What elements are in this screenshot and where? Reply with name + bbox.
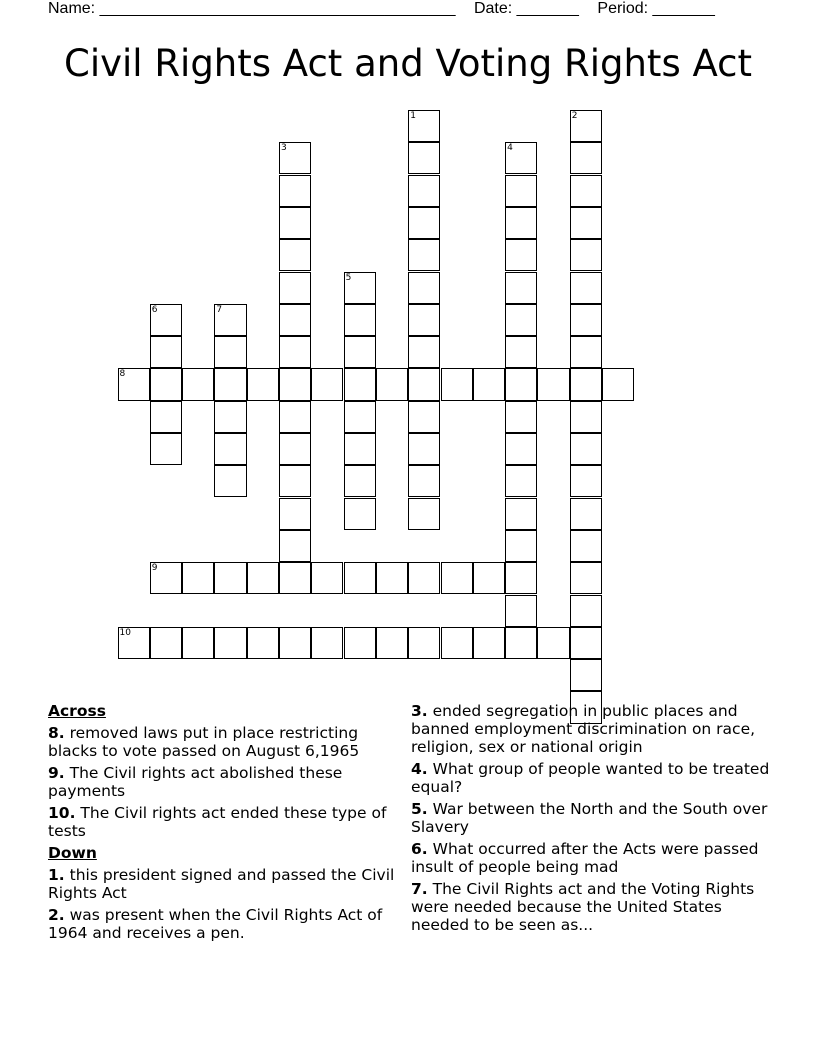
crossword-cell[interactable] (408, 498, 440, 530)
clue-down-5 (411, 800, 781, 836)
crossword-cell[interactable] (279, 175, 311, 207)
clue-text: this president signed and passed the Civil Rights Act (48, 866, 395, 902)
crossword-cell[interactable] (344, 368, 376, 400)
clue-number-label: 4 (507, 143, 513, 154)
clue-number: 2. (48, 906, 65, 924)
crossword-cell[interactable] (408, 433, 440, 465)
crossword-cell[interactable] (505, 465, 537, 497)
clue-number: 3. (411, 702, 428, 720)
crossword-cell[interactable] (570, 239, 602, 271)
clue-number: 5. (411, 800, 428, 818)
clue-number-label: 1 (410, 111, 416, 121)
crossword-cell[interactable] (505, 433, 537, 465)
crossword-cell[interactable] (505, 562, 537, 594)
crossword-cell[interactable] (344, 627, 376, 659)
crossword-cell[interactable] (537, 368, 569, 400)
clue-text: War between the North and the South over Slavery (411, 800, 768, 836)
crossword-cell[interactable] (376, 368, 408, 400)
clue-number: 8. (48, 724, 65, 742)
crossword-cell[interactable] (570, 433, 602, 465)
clue-text: The Civil rights act ended these type of tests (48, 804, 387, 840)
crossword-cell[interactable] (570, 142, 602, 174)
crossword-cell[interactable] (441, 562, 473, 594)
crossword-cell[interactable] (505, 368, 537, 400)
crossword-cell[interactable] (602, 368, 634, 400)
clue-number-label: 5 (345, 272, 352, 283)
crossword-cell[interactable] (150, 433, 182, 465)
clue-down-1 (48, 866, 398, 902)
crossword-cell[interactable] (505, 336, 537, 368)
crossword-cell[interactable] (570, 627, 602, 659)
crossword-cell[interactable] (279, 336, 311, 368)
clue-number: 9. (48, 764, 65, 782)
crossword-cell[interactable] (311, 562, 343, 594)
crossword-cell[interactable] (247, 368, 279, 400)
crossword-cell[interactable] (279, 433, 311, 465)
crossword-cell[interactable] (441, 368, 473, 400)
crossword-cell[interactable] (214, 562, 246, 594)
clue-text: What occurred after the Acts were passed insult of people being mad (411, 840, 759, 876)
period-field-label[interactable]: Period: _______ (597, 0, 715, 17)
crossword-cell[interactable] (182, 627, 214, 659)
crossword-cell[interactable] (344, 304, 376, 336)
clue-down-4 (411, 760, 781, 796)
clue-number-label: 8 (119, 369, 126, 380)
crossword-cell[interactable] (279, 498, 311, 530)
crossword-cell[interactable] (408, 562, 440, 594)
crossword-cell[interactable] (570, 401, 602, 433)
crossword-cell[interactable] (150, 401, 182, 433)
clue-text: was present when the Civil Rights Act of 1964 and receives a pen. (48, 906, 383, 942)
crossword-cell[interactable] (473, 368, 505, 400)
crossword-cell[interactable] (537, 627, 569, 659)
crossword-cell[interactable] (570, 465, 602, 497)
clue-number: 7. (411, 880, 428, 898)
clue-across-8 (48, 724, 398, 760)
crossword-cell[interactable] (505, 595, 537, 627)
crossword-cell[interactable] (214, 368, 246, 400)
crossword-cell[interactable] (150, 368, 182, 400)
clue-text: What group of people wanted to be treated equal? (411, 760, 770, 796)
crossword-cell[interactable] (570, 530, 602, 562)
clue-number: 6. (411, 840, 428, 858)
crossword-cell[interactable] (473, 562, 505, 594)
crossword-cell[interactable] (473, 627, 505, 659)
crossword-cell[interactable] (376, 627, 408, 659)
crossword-cell[interactable] (182, 368, 214, 400)
clues-right-column (411, 702, 781, 938)
crossword-cell[interactable] (344, 401, 376, 433)
clue-number-label: 3 (281, 143, 287, 154)
crossword-cell[interactable] (214, 336, 246, 368)
clue-number-label: 10 (119, 627, 131, 638)
clue-across-10 (48, 804, 398, 840)
clue-number: 4. (411, 760, 428, 778)
crossword-cell[interactable] (247, 562, 279, 594)
clue-across-9 (48, 764, 398, 800)
crossword-cell[interactable] (408, 336, 440, 368)
crossword-cell[interactable] (408, 175, 440, 207)
clue-number: 1. (48, 866, 65, 884)
crossword-cell[interactable] (408, 401, 440, 433)
crossword-cell[interactable] (311, 368, 343, 400)
crossword-cell[interactable] (279, 530, 311, 562)
crossword-cell[interactable] (408, 465, 440, 497)
crossword-cell[interactable] (279, 562, 311, 594)
down-heading: Down (48, 844, 97, 862)
crossword-cell[interactable] (214, 401, 246, 433)
crossword-cell[interactable] (214, 465, 246, 497)
crossword-cell[interactable] (247, 627, 279, 659)
crossword-cell[interactable] (570, 272, 602, 304)
crossword-cell[interactable] (570, 562, 602, 594)
crossword-cell[interactable] (570, 304, 602, 336)
clue-text: ended segregation in public places and banned employment discrimination on race, religion, sex or national origin (411, 702, 756, 756)
crossword-cell[interactable] (570, 336, 602, 368)
clue-number-label: 9 (151, 563, 158, 574)
crossword-cell[interactable] (279, 304, 311, 336)
crossword-cell[interactable] (376, 562, 408, 594)
date-field-label[interactable]: Date: _______ (473, 0, 579, 17)
crossword-cell[interactable] (279, 368, 311, 400)
crossword-cell[interactable] (505, 304, 537, 336)
crossword-cell[interactable] (505, 498, 537, 530)
crossword-cell[interactable] (570, 595, 602, 627)
clue-down-6 (411, 840, 781, 876)
crossword-cell[interactable] (279, 401, 311, 433)
clue-down-3 (411, 702, 781, 756)
across-heading: Across (48, 702, 106, 720)
crossword-cell[interactable] (344, 465, 376, 497)
crossword-cell[interactable] (182, 562, 214, 594)
crossword-cell[interactable] (311, 627, 343, 659)
clue-down-2 (48, 906, 398, 942)
crossword-cell[interactable] (150, 336, 182, 368)
clue-number-label: 7 (216, 304, 223, 315)
clue-number: 10. (48, 804, 76, 822)
crossword-cell[interactable] (505, 401, 537, 433)
crossword-cell[interactable] (441, 627, 473, 659)
crossword-cell[interactable] (150, 627, 182, 659)
crossword-cell[interactable] (279, 239, 311, 271)
crossword-cell[interactable] (505, 272, 537, 304)
crossword-cell[interactable] (279, 627, 311, 659)
clue-number-label: 2 (571, 111, 578, 121)
crossword-cell[interactable] (344, 562, 376, 594)
crossword-cell[interactable] (408, 627, 440, 659)
clue-down-7 (411, 880, 781, 934)
crossword-cell[interactable] (570, 659, 602, 691)
crossword-cell[interactable] (505, 207, 537, 239)
crossword-cell[interactable] (570, 207, 602, 239)
crossword-cell[interactable] (344, 433, 376, 465)
name-field-label[interactable]: Name: ________________________________________ (48, 0, 456, 17)
crossword-cell[interactable] (408, 207, 440, 239)
clue-text: The Civil Rights act and the Voting Rights were needed because the United States needed to be seen as... (411, 880, 755, 934)
crossword-cell[interactable] (408, 368, 440, 400)
crossword-cell[interactable] (570, 175, 602, 207)
clue-number-label: 6 (151, 304, 158, 315)
crossword-cell[interactable] (505, 530, 537, 562)
crossword-cell[interactable] (408, 272, 440, 304)
crossword-cell[interactable] (279, 465, 311, 497)
crossword-cell[interactable] (214, 627, 246, 659)
crossword-cell[interactable] (344, 336, 376, 368)
crossword-cell[interactable] (408, 239, 440, 271)
clue-text: The Civil rights act abolished these payments (48, 764, 343, 800)
clues-left-column (48, 702, 398, 946)
crossword-cell[interactable] (505, 175, 537, 207)
crossword-cell[interactable] (408, 142, 440, 174)
crossword-cell[interactable] (279, 207, 311, 239)
crossword-cell[interactable] (214, 433, 246, 465)
crossword-cell[interactable] (279, 272, 311, 304)
crossword-cell[interactable] (408, 304, 440, 336)
clue-text: removed laws put in place restricting blacks to vote passed on August 6,1965 (48, 724, 360, 760)
crossword-cell[interactable] (505, 239, 537, 271)
page-title: Civil Rights Act and Voting Rights Act (64, 42, 752, 85)
crossword-cell[interactable] (570, 498, 602, 530)
crossword-cell[interactable] (570, 368, 602, 400)
crossword-cell[interactable] (505, 627, 537, 659)
crossword-cell[interactable] (344, 498, 376, 530)
